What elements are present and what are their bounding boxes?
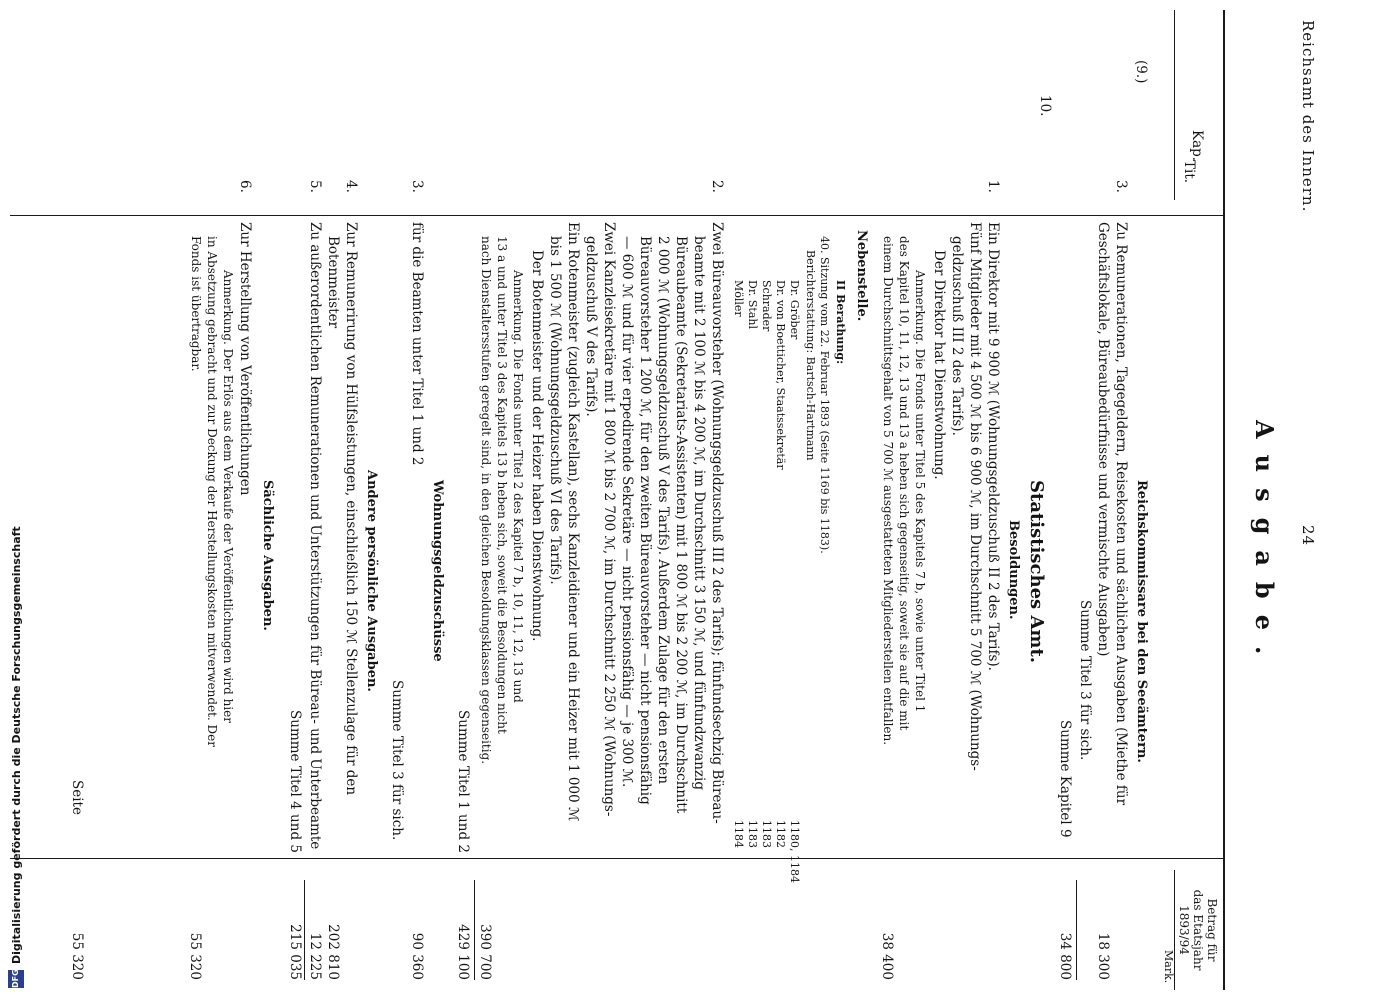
tit6-amount: 55 320 [187,932,203,980]
tit2-line3: Büreaubeamte (Sekretariats-Assistenten) mit 1 800 ℳ bis 2 200 ℳ, im Durchschnitt [673,236,689,814]
tit2-amount: 390 700 [477,924,493,980]
tit1-number: 1. [985,180,1001,193]
tit1-line4: Der Direktor hat Dienstwohnung. [931,250,947,480]
speaker-line: Dr. Gröber [788,280,801,340]
amount-head-line1: Betrag für [1205,898,1219,962]
statamt-heading: Statistisches Amt. [1026,480,1047,664]
tit6-line4: Fonds ist übertragbar. [189,236,203,372]
dfg-logo-icon: DFG [8,970,24,988]
berichterstatter-label: Berichterstattung: Bartsch-Hartmann [804,250,817,461]
tit1-amount: 38 400 [879,932,895,980]
tit5-line1: Zu außerordentlichen Remunerationen und Unterstützungen für Büreau- und Unterbeamte [307,222,323,850]
sum-tit3-rule [1076,880,1077,980]
tit3-text-line1: Zu Remunerationen, Tagegeldern, Reisekosten und sächlichen Ausgaben (Miethe für [1113,222,1129,806]
tit3b-number: 3. [409,180,425,193]
besoldungen-heading: Besoldungen. [1006,520,1021,620]
andere-heading: Andere persönliche Ausgaben. [364,470,379,692]
sum-kap9-amount: 34 800 [1057,932,1073,980]
column-head-tit: Tit. [1181,160,1197,184]
page-title: Ausgabe. [1250,420,1279,671]
anmerkung1-line2: des Kapitel 10, 11, 12, 13 und 13 a heben sich gegenseitig, soweit sie auf die mit [897,236,911,731]
tit4-line2: Botenmeister [325,236,341,329]
tit2-line9: Ein Rotenmeister (zugleich Kastellan), sechs Kanzleidiener und ein Heizer mit 1 000 ℳ [565,222,581,822]
tit2-line5: Büreauvorsteher 1 200 ℳ, für den zweiten Büreauvorsteher — nicht pensionsfähig [637,236,653,805]
speaker-line: Möller [732,280,745,317]
sum-tit3-label: Summe Titel 3 für sich. [1077,600,1093,761]
amount-head-line2: das Etatsjahr [1191,889,1205,971]
nebenstelle-heading: Nebenstelle. [854,230,869,322]
anmerkung1-line3: einem Durchschnittsgehalt von 5 700 ℳ ausgestatteten Mitgliederstellen entfallen. [881,236,895,746]
tit2-number: 2. [709,180,725,193]
speaker-pages: 1184 [732,820,745,848]
sum-tit12-rule [474,880,475,980]
speaker-line: Dr. Stahl [746,280,759,329]
tit4-number: 4. [343,180,359,193]
tit3b-amount: 90 360 [409,932,425,980]
tit3-text-line2: Geschäftslokale, Büreaubedürfnisse und vermischte Ausgaben) [1095,222,1111,657]
speaker-pages: 1180, 1184 [788,820,801,883]
speaker-pages: 1183 [746,820,759,848]
sum-tit45-rule [304,880,305,980]
tit2-line11: Der Botenmeister und der Heizer haben Dienstwohnung. [529,250,545,642]
anmerkung2-line1: Anmerkung. Die Fonds unter Titel 2 des Kapitel 7 b, 10, 11, 12, 13 und [511,270,525,703]
tit3-number: 3. [1113,180,1129,193]
tit3-amount: 18 300 [1095,932,1111,980]
digitization-note-text: Digitalisierung gefördert durch die Deutsche Forschungsgemeinschaft [9,526,23,964]
anmerkung1-line1: Anmerkung. Die Fonds unter Titel 5 des Kapitels 7 b, sowie unter Titel 1 [913,270,927,713]
tit4-amount: 202 810 [325,924,341,980]
tit2-line1: Zwei Büreauvorsteher (Wohnungsgeldzuschuß III 2 des Tarifs); fünfundsechzig Büreau- [709,222,725,824]
tit2-line10: bis 1 500 ℳ (Wohnungsgeldzuschuß VI des Tarifs). [547,236,563,585]
tit6-line1: Zur Herstellung von Veröffentlichungen [237,222,253,496]
amount-column-divider [10,858,1225,859]
tit3b-line1: für die Beamten unter Titel 1 und 2 [409,222,425,466]
anmerkung2-line3: nach Dienstaltersstufen geregelt sind, in den gleichen Besoldungsklassen gegenseitig. [479,236,493,765]
tit6-line2: Anmerkung. Der Erlös aus dem Verkaufe der Veröffentlichungen wird hier [221,270,235,723]
kapitel-10-ref: 10. [1037,95,1053,117]
speaker-pages: 1182 [774,820,787,848]
column-head-kap: Kap. [1189,130,1205,162]
sitzung-label: 40. Sitzung vom 22. Februar 1893 (Seite 1169 bis 1183). [818,236,831,554]
tit2-line6: — 600 ℳ und für vier erpedirende Sekretäre — nicht pensionsfähig — je 300 ℳ. [619,236,635,788]
tit4-line1: Zur Remunerirung von Hülfsleistungen, einschließlich 150 ℳ Stellenzulage für den [343,222,359,796]
speaker-line: Dr. von Boetticher, Staatssekretär [774,280,787,470]
sum-tit45-amount: 215 035 [287,924,303,980]
beratung-label: II Berathung: [834,280,847,365]
sum-tit12-amount: 429 100 [455,924,471,980]
sum-tit12-label: Summe Titel 1 und 2 [455,710,471,853]
wohnungsgeld-heading: Wohnungsgeldzuschüsse [430,480,445,662]
tit1-line3: geldzuschuß III 2 des Tarifs). [949,236,965,436]
tit1-line1: Ein Direktor mit 9 900 ℳ (Wohnungsgeldzuschuß II 2 des Tarifs). [985,222,1001,671]
tit5-amount: 12 225 [307,932,323,980]
running-head: Reichsamt des Innern. [1299,20,1317,213]
top-rule [1223,10,1225,990]
tit5-number: 5. [307,180,323,193]
tit1-line2: Fünf Mitglieder mit 4 500 ℳ bis 6 900 ℳ, im Durchschnitt 5 700 ℳ (Wohnungs- [967,222,983,771]
digitization-note [6,0,26,1000]
tit2-line7: Zwei Kanzleisekretäre mit 1 800 ℳ bis 2 700 ℳ, im Durchschnitt 2 250 ℳ (Wohnungs- [601,222,617,817]
tit2-line2: beamte mit 2 100 ℳ bis 4 200 ℳ, im Durchschnitt 3 150 ℳ, und fünfundzwanzig [691,236,707,790]
reichskommissare-heading: Reichskommissare bei den Seeämtern. [1134,480,1149,763]
kap-rule [1174,10,1175,200]
speaker-pages: 1183 [760,820,773,848]
tit2-line4: 2 000 ℳ (Wohnungsgeldzuschuß V des Tarifs). Außerdem Zulage für den ersten [655,236,671,784]
anmerkung2-line2: 13 a und unter Titel 3 des Kapitels 13 b heben sich, soweit die Besoldungen nicht [495,236,509,734]
speaker-line: Schrader [760,280,773,332]
sum-kap9-label: Summe Kapitel 9 [1057,720,1073,838]
seite-label: Seite [69,780,85,815]
tit2-line8: geldzuschuß V des Tarifs). [583,236,599,417]
amount-head-line3: 1893/94 [1177,905,1191,955]
sum-tit3b-label: Summe Titel 3 für sich. [389,680,405,841]
tit6-number: 6. [237,180,253,193]
amount-unit: Mark. [1162,950,1175,984]
sum-tit45-label: Summe Titel 4 und 5 [287,710,303,853]
saechliche-heading: Sächliche Ausgaben. [260,480,275,631]
text-column-divider [10,215,1225,216]
page-number: 24 [1299,525,1317,547]
tit6-line3: in Absetzung gebracht und zur Deckung der Herstellungskosten mitverwendet. Der [205,236,219,748]
seite-amount: 55 320 [69,932,85,980]
kapitel-9-ref: (9.) [1133,60,1149,84]
